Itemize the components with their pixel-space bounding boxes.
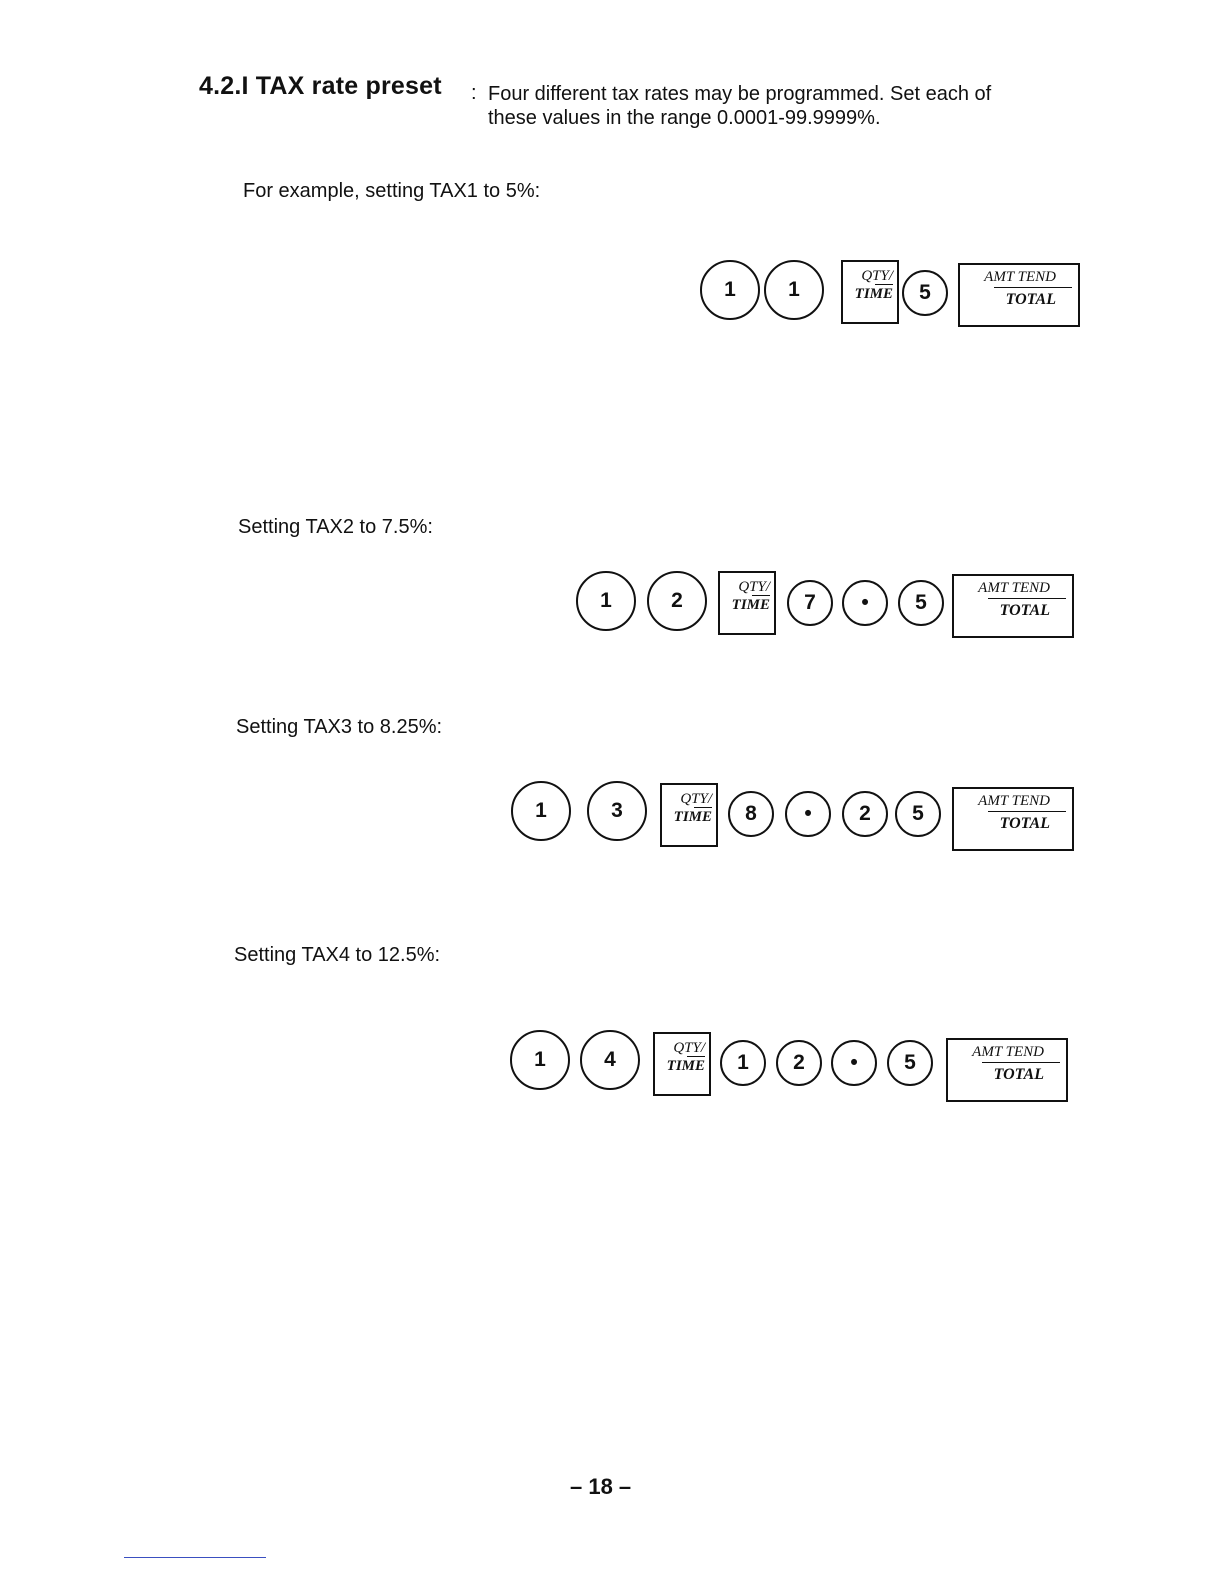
amt-tend-total-key[interactable] <box>952 787 1074 851</box>
amt-tend-key-top: AMT TEND <box>978 580 1050 596</box>
qty-time-key-top: QTY/ <box>861 268 893 284</box>
key-decimal-button[interactable]: • <box>842 580 888 626</box>
amt-tend-total-key[interactable] <box>946 1038 1068 1102</box>
key-decimal-button[interactable]: • <box>785 791 831 837</box>
section-heading: 4.2.I TAX rate preset <box>199 72 442 100</box>
qty-time-key[interactable] <box>841 260 899 324</box>
amt-tend-key-bottom: TOTAL <box>999 602 1050 619</box>
key-digit-button[interactable]: 7 <box>787 580 833 626</box>
key-digit-button[interactable]: 3 <box>587 781 647 841</box>
qty-time-key-divider <box>875 284 893 285</box>
key-digit-button[interactable]: 5 <box>895 791 941 837</box>
qty-time-key[interactable] <box>660 783 718 847</box>
key-digit-button[interactable]: 4 <box>580 1030 640 1090</box>
amt-tend-key-bottom: TOTAL <box>999 815 1050 832</box>
qty-time-key-divider <box>694 807 712 808</box>
key-digit-button[interactable]: 2 <box>647 571 707 631</box>
qty-time-key-top: QTY/ <box>680 791 712 807</box>
amt-tend-key-divider <box>994 287 1072 288</box>
key-digit-button[interactable]: 8 <box>728 791 774 837</box>
heading-separator: : <box>471 82 477 104</box>
key-sequence-tax4 <box>0 1030 1224 1100</box>
qty-time-key[interactable] <box>653 1032 711 1096</box>
footer-rule <box>124 1557 266 1558</box>
key-digit-button[interactable]: 2 <box>776 1040 822 1086</box>
qty-time-key[interactable] <box>718 571 776 635</box>
qty-time-key-top: QTY/ <box>673 1040 705 1056</box>
page-number: – 18 – <box>570 1474 632 1499</box>
qty-time-key-bottom: TIME <box>673 809 712 825</box>
key-digit-button[interactable]: 2 <box>842 791 888 837</box>
amt-tend-key-top: AMT TEND <box>972 1044 1044 1060</box>
amt-tend-total-key[interactable] <box>952 574 1074 638</box>
example-label-tax2: Setting TAX2 to 7.5%: <box>238 516 433 538</box>
example-label-tax4: Setting TAX4 to 12.5%: <box>234 944 441 966</box>
description-line-2: these values in the range 0.0001-99.9999%. <box>488 107 881 129</box>
qty-time-key-top: QTY/ <box>738 579 770 595</box>
key-digit-button[interactable]: 1 <box>510 1030 570 1090</box>
amt-tend-key-bottom: TOTAL <box>993 1066 1044 1083</box>
section-description <box>488 82 1088 130</box>
key-digit-button[interactable]: 1 <box>511 781 571 841</box>
key-sequence-tax2 <box>0 569 1224 639</box>
key-digit-button[interactable]: 1 <box>576 571 636 631</box>
amt-tend-key-top: AMT TEND <box>984 269 1056 285</box>
description-line-1: Four different tax rates may be programmed. Set each of <box>488 83 992 105</box>
key-digit-button[interactable]: 5 <box>902 270 948 316</box>
key-sequence-tax3 <box>0 781 1224 851</box>
example-label-tax1: For example, setting TAX1 to 5%: <box>243 180 541 202</box>
qty-time-key-bottom: TIME <box>854 286 893 302</box>
amt-tend-key-top: AMT TEND <box>978 793 1050 809</box>
amt-tend-key-bottom: TOTAL <box>1005 291 1056 308</box>
key-digit-button[interactable]: 5 <box>898 580 944 626</box>
qty-time-key-divider <box>687 1056 705 1057</box>
qty-time-key-bottom: TIME <box>666 1058 705 1074</box>
amt-tend-key-divider <box>988 811 1066 812</box>
amt-tend-key-divider <box>982 1062 1060 1063</box>
qty-time-key-divider <box>752 595 770 596</box>
key-decimal-button[interactable]: • <box>831 1040 877 1086</box>
amt-tend-key-divider <box>988 598 1066 599</box>
key-digit-button[interactable]: 1 <box>764 260 824 320</box>
amt-tend-total-key[interactable] <box>958 263 1080 327</box>
key-digit-button[interactable]: 1 <box>720 1040 766 1086</box>
key-digit-button[interactable]: 5 <box>887 1040 933 1086</box>
example-label-tax3: Setting TAX3 to 8.25%: <box>236 716 443 738</box>
key-sequence-tax1 <box>0 258 1224 328</box>
qty-time-key-bottom: TIME <box>731 597 770 613</box>
key-digit-button[interactable]: 1 <box>700 260 760 320</box>
